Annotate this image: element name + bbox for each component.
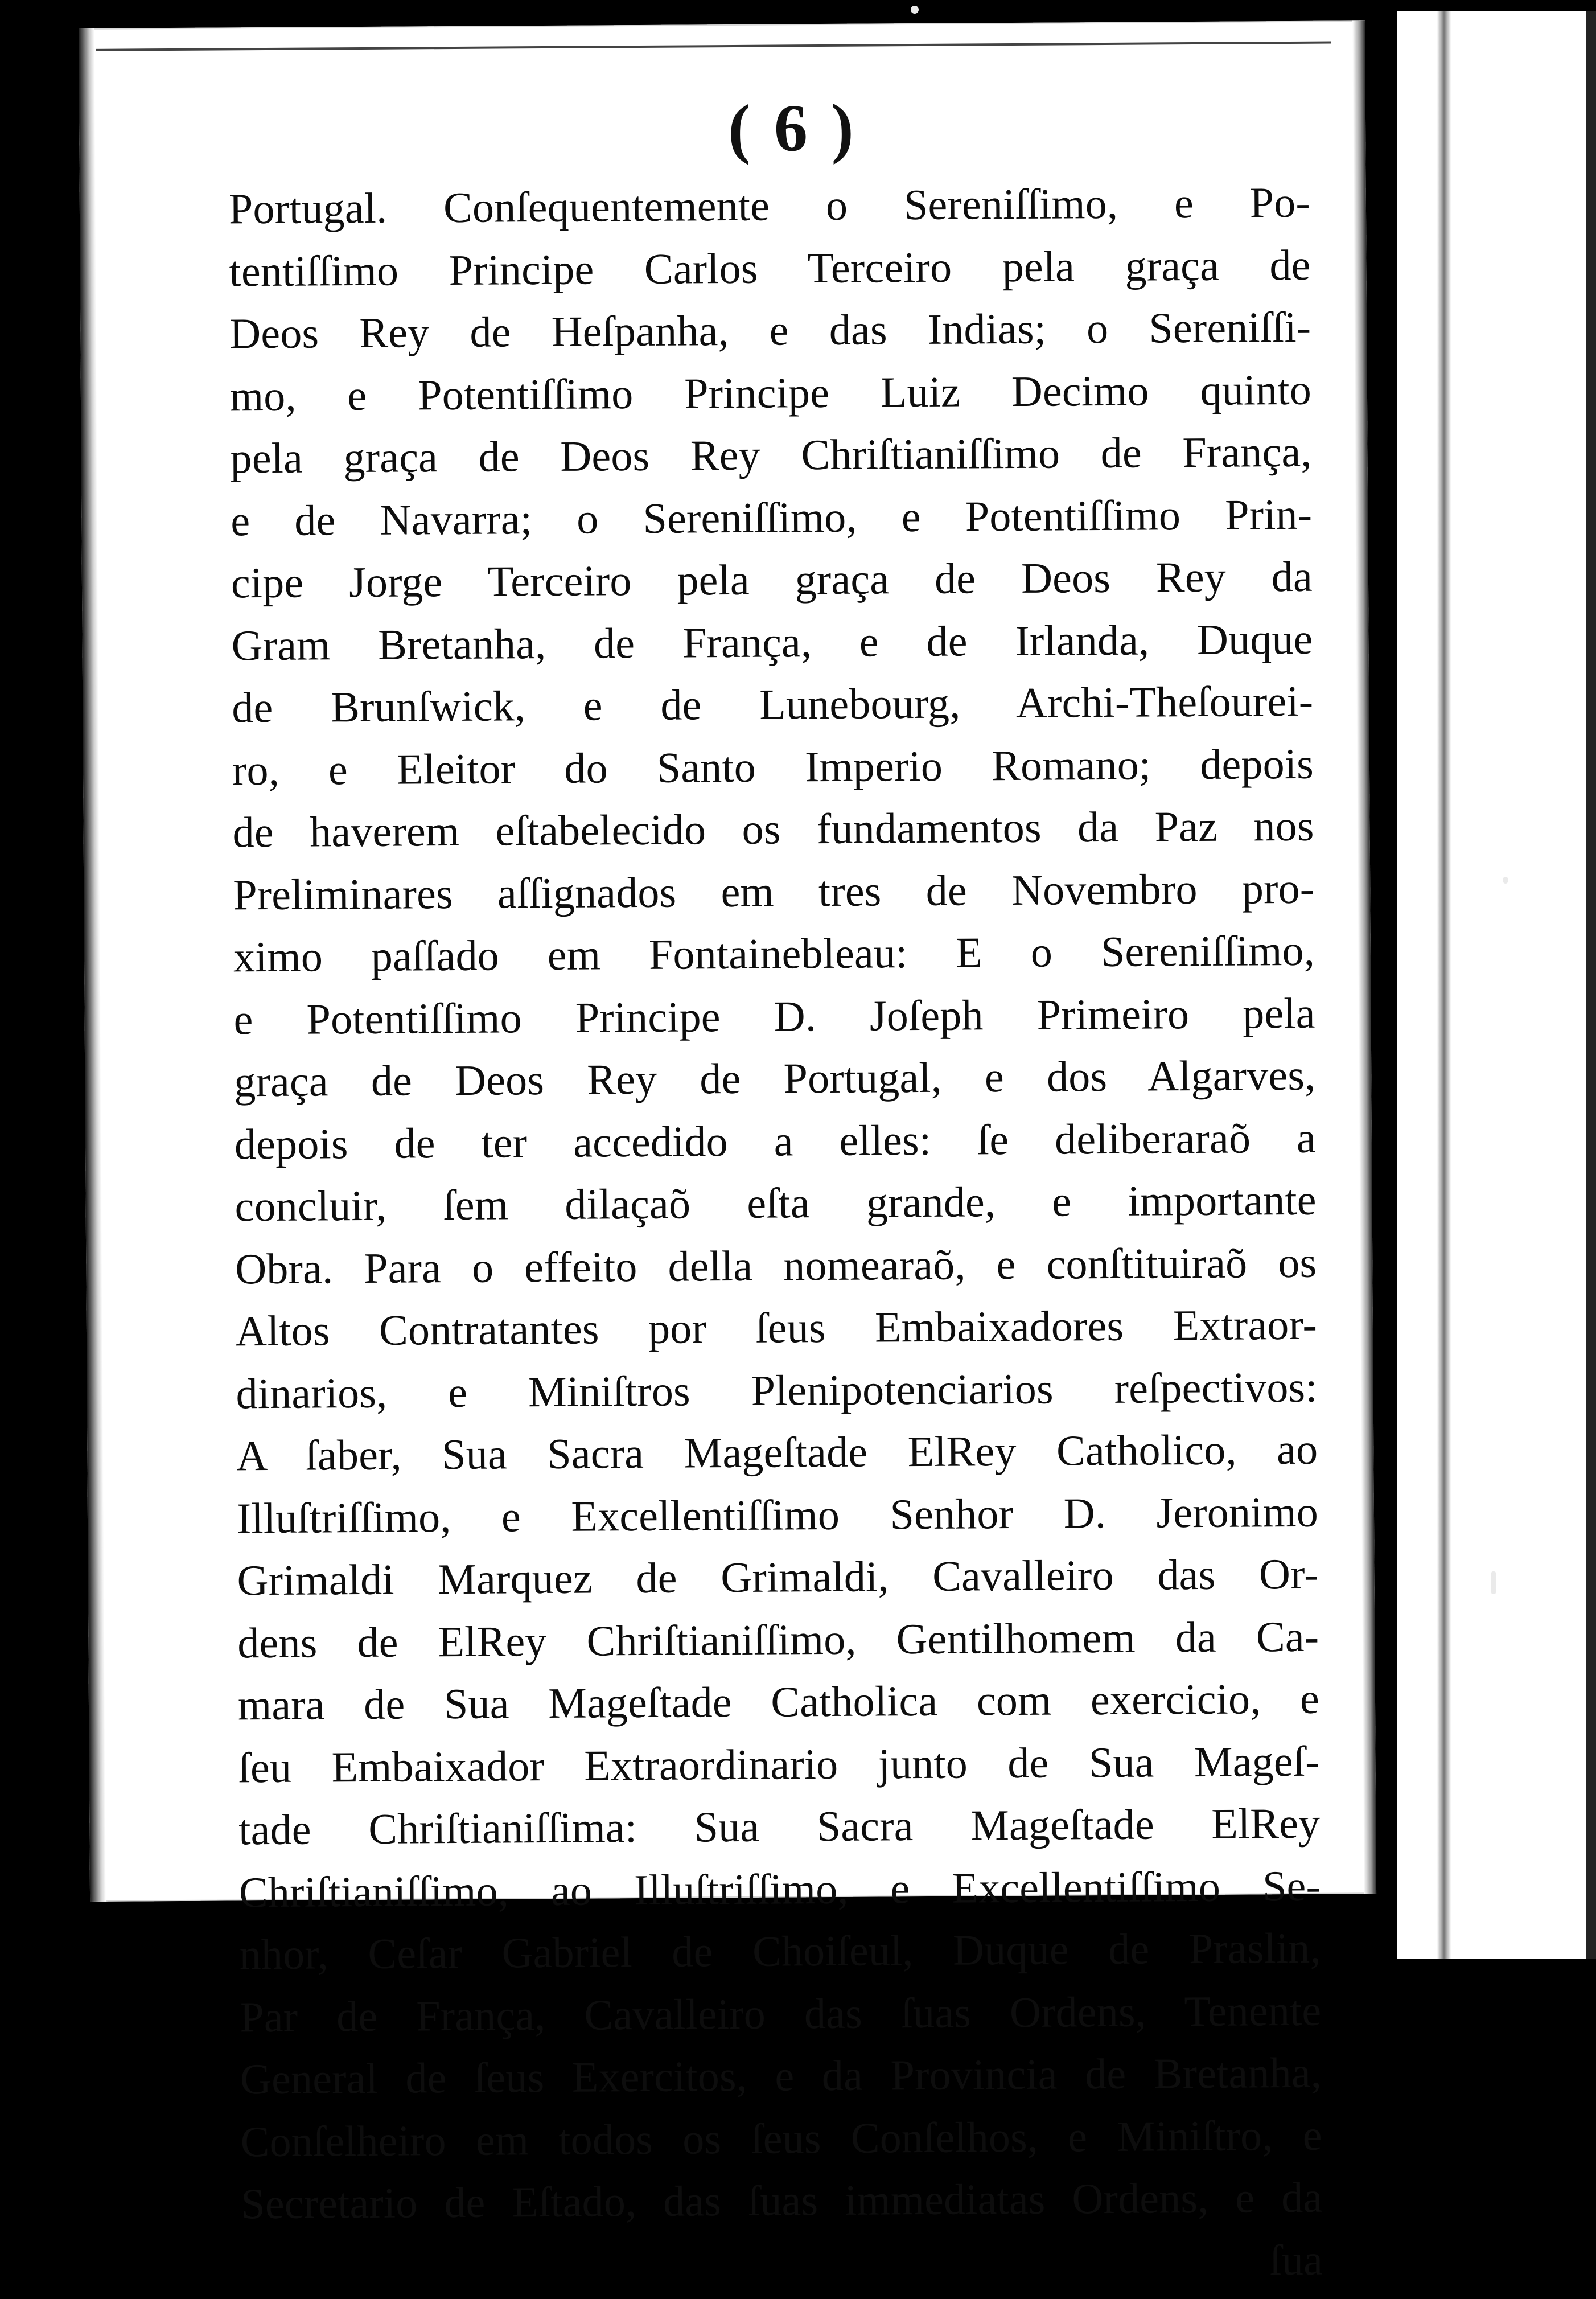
text-line: mo, e Potentiſſimo Principe Luiz Decimo quinto [229, 366, 1312, 420]
text-line: cipe Jorge Terceiro pela graça de Deos Rey da [231, 552, 1313, 607]
text-line: concluir, ſem dilaçaõ eſta grande, e importante [235, 1176, 1317, 1231]
text-line: ſeu Embaixador Extraordinario junto de Sua Mageſ- [238, 1737, 1320, 1792]
text-line: Chriſtianiſſimo, ao Illuſtriſſimo, e Excellentiſſimo Se- [238, 1862, 1321, 1916]
page-number: ( 6 ) [727, 90, 858, 166]
scan-speck [1503, 877, 1508, 884]
text-line: de Brunſwick, e de Lunebourg, Archi-Theſourei- [232, 677, 1314, 732]
text-line: ro, e Eleitor do Santo Imperio Romano; depois [232, 740, 1314, 794]
adjacent-page-fold [1437, 11, 1451, 1959]
text-line: e Potentiſſimo Principe D. Joſeph Primeiro pela [233, 989, 1315, 1044]
text-line: A ſaber, Sua Sacra Mageſtade ElRey Catholico, ao [236, 1425, 1318, 1480]
text-line: depois de ter accedido a elles: ſe deliberaraõ a [234, 1114, 1317, 1168]
document-page [79, 20, 1376, 2284]
text-line: Illuſtriſſimo, e Excellentiſſimo Senhor D. Jeronimo [236, 1488, 1319, 1542]
text-line: tade Chriſtianiſſima: Sua Sacra Mageſtade ElRey [238, 1799, 1321, 1854]
text-line: dinarios, e Miniſtros Plenipotenciarios reſpectivos: [236, 1363, 1318, 1418]
text-line: dens de ElRey Chriſtianiſſimo, Gentilhomem da Ca- [237, 1612, 1319, 1667]
text-line: e de Navarra; o Sereniſſimo, e Potentiſſimo Prin- [231, 490, 1313, 545]
text-line: Preliminares aſſignados em tres de Novembro pro- [233, 864, 1315, 919]
text-line: graça de Deos Rey de Portugal, e dos Algarves, [234, 1051, 1316, 1106]
text-line: Conſelheiro em todos os ſeus Conſelhos, e Miniſtro, e [240, 2111, 1322, 2166]
text-line: de haverem eſtabelecido os fundamentos da Paz nos [232, 802, 1314, 857]
page-gutter-fold [1352, 20, 1376, 1894]
text-line: Portugal. Conſequentemente o Sereniſſimo, e Po- [228, 178, 1311, 233]
text-line: Grimaldi Marquez de Grimaldi, Cavalleiro das Or- [237, 1550, 1319, 1605]
text-line: nhor, Ceſar Gabriel de Choiſeul, Duque de Praslin, [239, 1924, 1321, 1979]
text-line: Obra. Para o effeito della nomearaõ, e conſtituiraõ os [235, 1238, 1317, 1293]
scan-speck [911, 6, 919, 14]
text-line: Gram Bretanha, de França, e de Irlanda, Duque [231, 615, 1313, 670]
catchword: ſua [1269, 2236, 1323, 2284]
text-line: Secretario de Eſtado, das ſuas immediatas Ordens, e da [241, 2173, 1323, 2228]
text-line: General de ſeus Exercitos, e da Provincia de Bretanha, [240, 2048, 1322, 2104]
text-line: Deos Rey de Heſpanha, e das Indias; o Sereniſſi- [229, 303, 1311, 358]
page-top-edge [96, 42, 1331, 51]
text-line: ximo paſſado em Fontainebleau: E o Sereniſſimo, [233, 926, 1315, 982]
scan-speck [1491, 1571, 1496, 1594]
adjacent-page-edge [1397, 11, 1596, 1959]
text-line: Par de França, Cavalleiro das ſuas Ordens, Tenente [240, 1986, 1322, 2041]
text-line: pela graça de Deos Rey Chriſtianiſſimo de França, [230, 428, 1312, 483]
text-line: tentiſſimo Principe Carlos Terceiro pela graça de [229, 241, 1311, 295]
text-line: Altos Contratantes por ſeus Embaixadores Extraor- [235, 1300, 1318, 1356]
text-line: mara de Sua Mageſtade Catholica com exercicio, e [237, 1674, 1320, 1730]
body-text [229, 172, 1323, 2298]
adjacent-page-shadow [1586, 11, 1596, 1959]
